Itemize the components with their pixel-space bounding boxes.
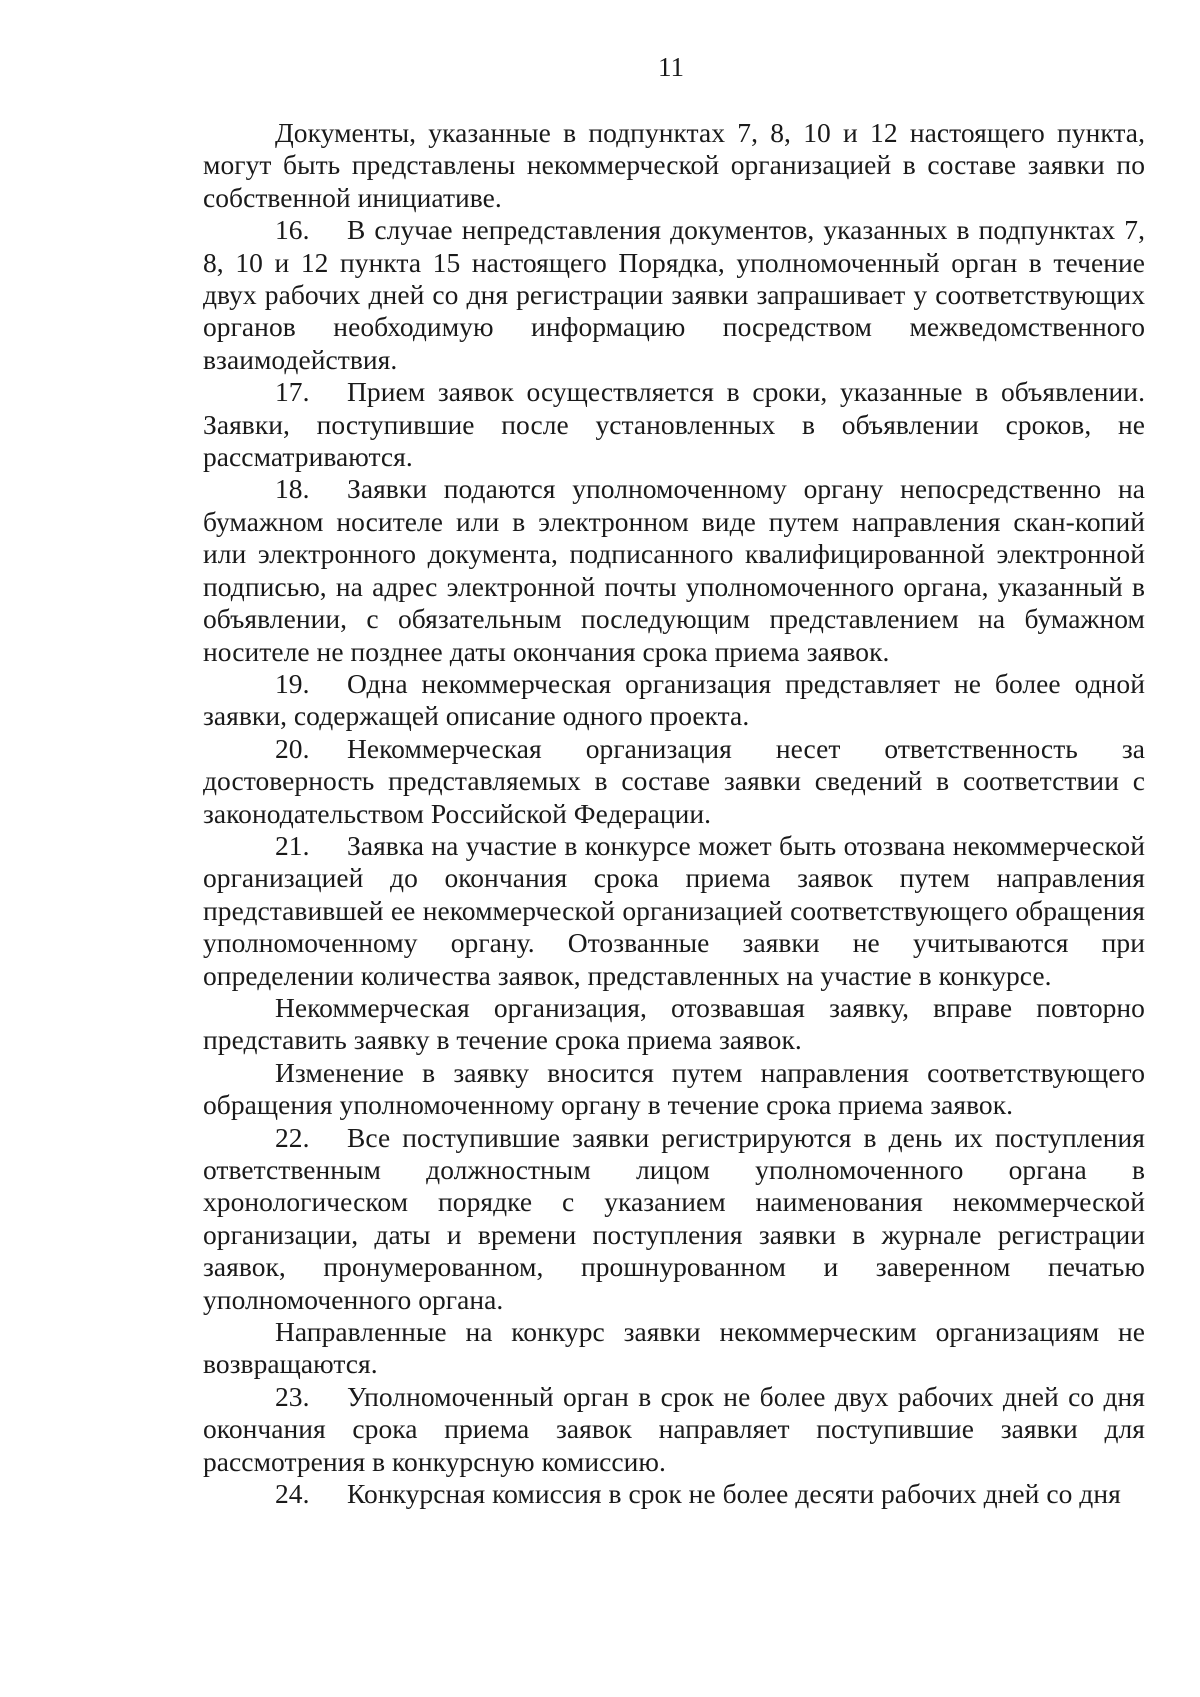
paragraph-text: Некоммерческая организация несет ответственность за достоверность представляемых в составе заявки сведений в соответствии с законодательством Российской Федерации. xyxy=(203,732,1145,829)
paragraph-text: Направленные на конкурс заявки некоммерческим организациям не возвращаются. xyxy=(203,1316,1145,1380)
paragraph-number: 18. xyxy=(275,473,310,505)
paragraph-20 xyxy=(203,733,1145,830)
paragraph-text: Уполномоченный орган в срок не более двух рабочих дней со дня окончания срока приема заявок направляет поступившие заявки для рассмотрения в конкурсную комиссию. xyxy=(203,1380,1145,1477)
paragraph-23 xyxy=(203,1381,1145,1478)
paragraph-18 xyxy=(203,473,1145,667)
paragraph-text: Некоммерческая организация, отозвавшая заявку, вправе повторно представить заявку в течение срока приема заявок. xyxy=(203,991,1145,1056)
paragraph-24 xyxy=(203,1478,1145,1510)
paragraph-text: Заявка на участие в конкурсе может быть отозвана некоммерческой организацией до окончания срока приема заявок путем направления представившей ее некоммерческой организацией соответствующего обращения уполномоченному органу. Отозванные заявки не учитываются при определении количества заявок, представленных на участие в конкурсе. xyxy=(203,829,1145,991)
paragraph-text: Документы, указанные в подпунктах 7, 8, 10 и 12 настоящего пункта, могут быть представлены некоммерческой организацией в составе заявки по собственной инициативе. xyxy=(203,117,1145,213)
paragraph-number: 24. xyxy=(275,1478,310,1510)
page-number: 11 xyxy=(658,52,684,82)
paragraph-text: Одна некоммерческая организация представляет не более одной заявки, содержащей описание одного проекта. xyxy=(203,667,1145,732)
paragraph-number: 19. xyxy=(275,667,310,699)
paragraph-text: В случае непредставления документов, указанных в подпунктах 7, 8, 10 и 12 пункта 15 настоящего Порядка, уполномоченный орган в течение двух рабочих дней со дня регистрации заявки запрашивает у соответствующих органов необходимую информацию посредством межведомственного взаимодействия. xyxy=(203,214,1145,375)
paragraph xyxy=(203,1316,1145,1381)
paragraph-number: 22. xyxy=(275,1121,310,1153)
paragraph-number: 23. xyxy=(275,1380,310,1412)
paragraph-number: 20. xyxy=(275,732,310,764)
paragraph-19 xyxy=(203,668,1145,733)
paragraph-text: Прием заявок осуществляется в сроки, указанные в объявлении. Заявки, поступившие после установленных в объявлении сроков, не рассматриваются. xyxy=(203,376,1145,473)
paragraph xyxy=(203,992,1145,1057)
paragraph-21 xyxy=(203,830,1145,992)
paragraph-16 xyxy=(203,214,1145,376)
paragraph-22 xyxy=(203,1122,1145,1316)
paragraph-number: 17. xyxy=(275,376,310,408)
paragraph-text: Конкурсная комиссия в срок не более десяти рабочих дней со дня xyxy=(347,1478,1121,1510)
paragraph-17 xyxy=(203,376,1145,473)
paragraph-number: 16. xyxy=(275,214,310,246)
paragraph-text: Все поступившие заявки регистрируются в день их поступления ответственным должностным лицом уполномоченного органа в хронологическом порядке с указанием наименования некоммерческой организации, даты и времени поступления заявки в журнале регистрации заявок, пронумерованном, прошнурованном и заверенном печатью уполномоченного органа. xyxy=(203,1121,1145,1315)
paragraph xyxy=(203,1057,1145,1122)
document-body xyxy=(203,117,1145,1510)
paragraph xyxy=(203,117,1145,214)
paragraph-text: Заявки подаются уполномоченному органу непосредственно на бумажном носителе или в электронном виде путем направления скан-копий или электронного документа, подписанного квалифицированной электронной подписью, на адрес электронной почты уполномоченного органа, указанный в объявлении, с обязательным последующим представлением на бумажном носителе не позднее даты окончания срока приема заявок. xyxy=(203,473,1145,667)
paragraph-number: 21. xyxy=(275,829,310,861)
paragraph-text: Изменение в заявку вносится путем направления соответствующего обращения уполномоченному органу в течение срока приема заявок. xyxy=(203,1056,1145,1121)
